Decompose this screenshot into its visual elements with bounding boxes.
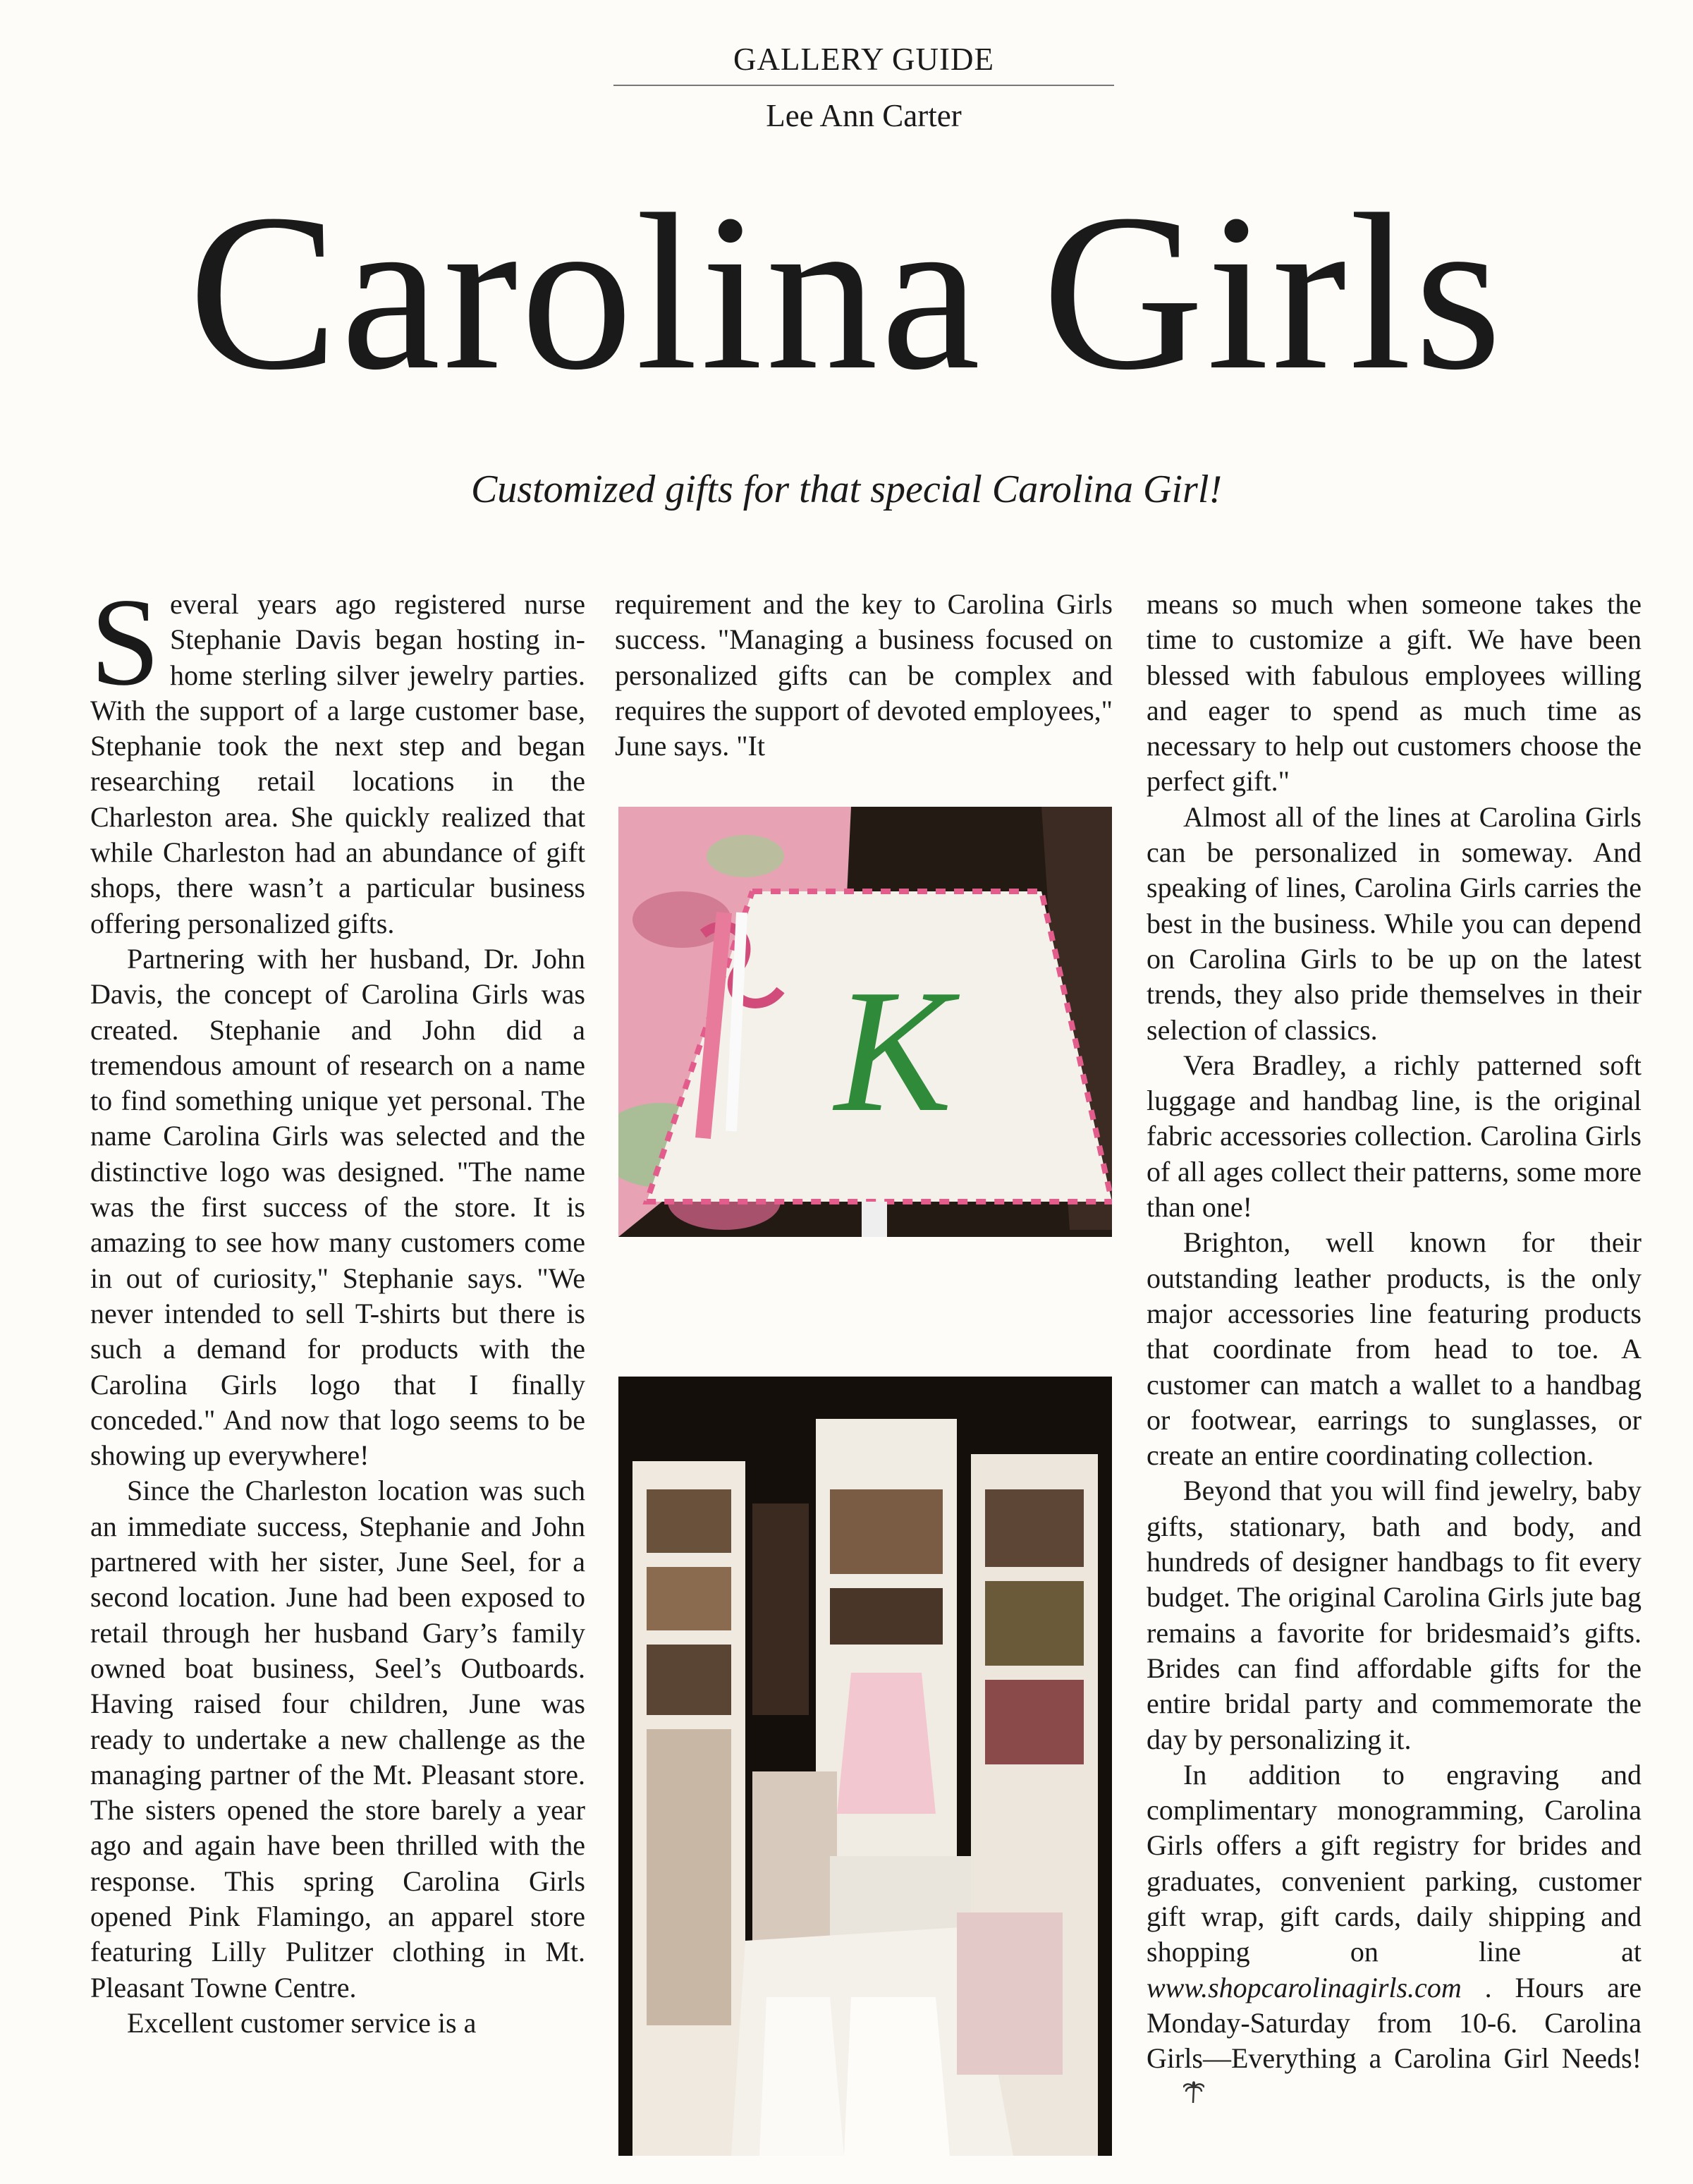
section-kicker: GALLERY GUIDE bbox=[613, 41, 1114, 86]
byline: Lee Ann Carter bbox=[766, 98, 962, 133]
store-interior-photo bbox=[618, 1377, 1112, 2156]
paragraph: Several years ago registered nurse Stephanie Davis began hosting in-home sterling silver jewelry parties. With the support of a large customer base, Stephanie took the next step and began researching retail locations in the Charleston area. She quickly realized that while Charleston had an abundance of gift shops, there wasn’t a particular business offering personalized gifts. bbox=[90, 572, 585, 939]
paragraph: Vera Bradley, a richly patterned soft luggage and handbag line, is the original fabric accessories collection. Carolina Girls of all ages collect their patterns, some more than one! bbox=[1147, 1049, 1642, 1224]
paragraph: Beyond that you will find jewelry, baby gifts, stationary, bath and body, and hundreds of designer handbags to fit every budget. The original Carolina Girls jute bag remains a favorite for bridesmaid’s gifts. Brides can find affordable gifts for the entire bridal party and commemorate the day by personalizing it. bbox=[1147, 1475, 1642, 1755]
paragraph: means so much when someone takes the time to customize a gift. We have been blessed with fabulous employees willing and eager to spend as much time as necessary to help out customers choose the perfect gift." bbox=[1147, 588, 1642, 798]
lamp-photo bbox=[618, 807, 1112, 1237]
column-2 bbox=[615, 587, 1113, 764]
paragraph: Since the Charleston location was such an immediate success, Stephanie and John partnered with her sister, June Seel, for a second location. June had been exposed to retail through her husband Gary’s family owned boat business, Seel’s Outboards. Having raised four children, June was ready to undertake a new challenge as the managing partner of the Mt. Pleasant store. The sisters opened the store barely a year ago and again have been thrilled with the response. This spring Carolina Girls opened Pink Flamingo, an apparel store featuring Lilly Pulitzer clothing in Mt. Pleasant Towne Centre. bbox=[90, 1475, 585, 2003]
paragraph: Partnering with her husband, Dr. John Davis, the concept of Carolina Girls was created. Stephanie and John did a tremendous amount of research on a name to find something unique yet personal. The name Carolina Girls was selected and the distinctive logo was designed. "The name was the first success of the store. It is amazing to see how many customers come in out of curiosity," Stephanie says. "We never intended to sell T-shirts but there is such a demand for products with the Carolina Girls logo that I finally conceded." And now that logo seems to be showing up everywhere! bbox=[90, 942, 585, 1472]
website-url[interactable]: www.shopcarolinagirls.com bbox=[1147, 1971, 1462, 2003]
column-1 bbox=[90, 572, 585, 2041]
paragraph: Excellent customer service is a bbox=[127, 2006, 477, 2039]
drop-cap: S bbox=[90, 572, 160, 712]
paragraph: In addition to engraving and complimentary monogramming, Carolina Girls offers a gift registry for brides and graduates, convenient parking, customer gift wrap, gift cards, daily shipping and shopping on line at www.shopcarolinagirls.com . Hours are Monday-Saturday from 10-6. Carolina Girls—Everything a Carolina Girl Needs! bbox=[1147, 1757, 1642, 2112]
article-title: Carolina Girls bbox=[188, 168, 1505, 416]
article-subtitle: Customized gifts for that special Carolina Girl! bbox=[470, 468, 1223, 511]
paragraph: Brighton, well known for their outstanding leather products, is the only major accessories line featuring products that coordinate from head to toe. A customer can match a wallet to a handbag or footwear, earrings to sunglasses, or create an entire coordinating collection. bbox=[1147, 1226, 1642, 1472]
monogram-letter: K bbox=[834, 953, 953, 1149]
paragraph: requirement and the key to Carolina Girls success. "Managing a business focused on personalized gifts can be complex and requires the support of devoted employees," June says. "It bbox=[615, 588, 1113, 762]
paragraph: Almost all of the lines at Carolina Girls can be personalized in someway. And speaking of lines, Carolina Girls carries the best in the business. While you can depend on Carolina Girls to be up on the latest trends, they also pride themselves in their selection of classics. bbox=[1147, 800, 1642, 1046]
palm-tree-icon bbox=[1147, 2076, 1204, 2111]
column-3 bbox=[1147, 587, 1642, 2112]
